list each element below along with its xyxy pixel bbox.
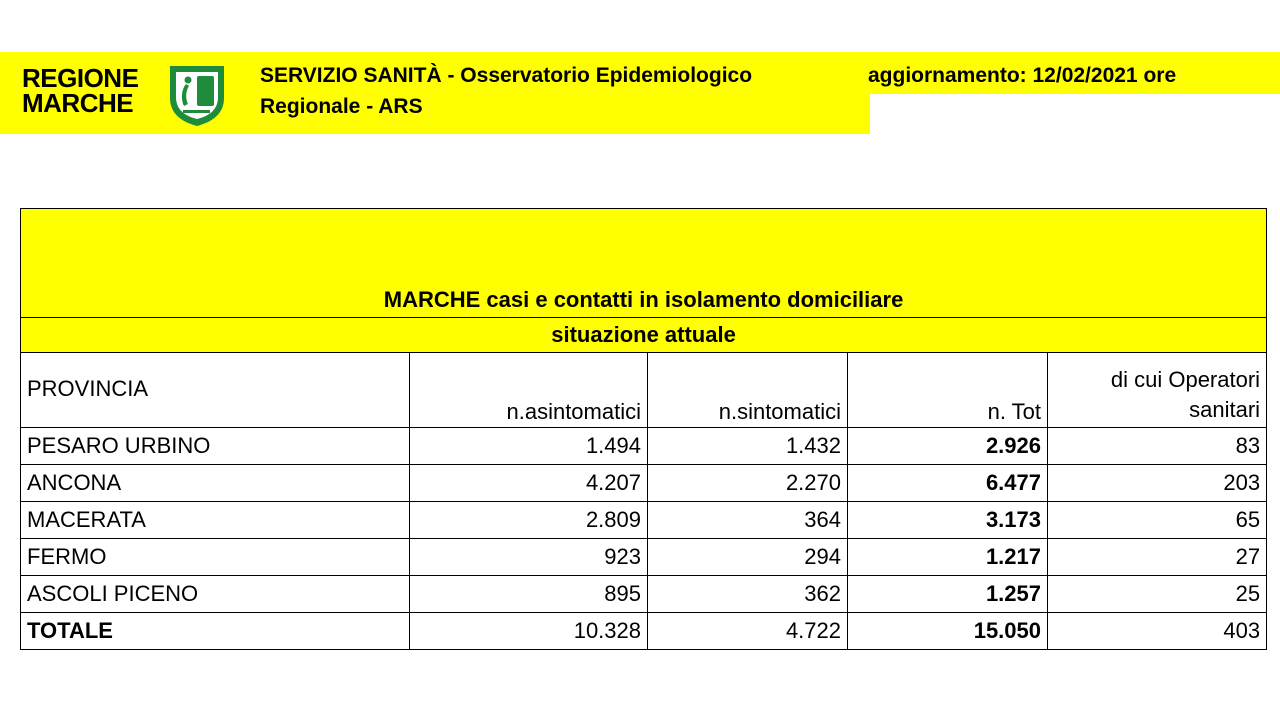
cell-tot: 1.217	[848, 539, 1048, 576]
cell-sintomatici: 1.432	[648, 428, 848, 465]
cell-provincia: PESARO URBINO	[21, 428, 410, 465]
table-subtitle-row	[21, 318, 1267, 353]
update-timestamp: aggiornamento: 12/02/2021 ore	[868, 64, 1177, 87]
cell-tot: 3.173	[848, 502, 1048, 539]
table-title: MARCHE casi e contatti in isolamento domiciliare	[21, 209, 1267, 318]
cell-asintomatici: 2.809	[410, 502, 648, 539]
cell-tot-total: 15.050	[848, 613, 1048, 650]
isolation-table-container	[20, 208, 1266, 650]
regional-emblem-icon	[166, 62, 228, 128]
cell-sintomatici: 364	[648, 502, 848, 539]
col-header-provincia: PROVINCIA	[21, 353, 410, 428]
cell-sintomatici: 294	[648, 539, 848, 576]
cell-asintomatici: 4.207	[410, 465, 648, 502]
table-subtitle: situazione attuale	[21, 318, 1267, 353]
cell-tot: 6.477	[848, 465, 1048, 502]
logo-text	[22, 63, 139, 118]
col-header-operatori	[1048, 353, 1267, 428]
cell-tot: 1.257	[848, 576, 1048, 613]
col-header-operatori-line1: di cui Operatori	[1110, 367, 1261, 392]
table-header-row	[21, 353, 1267, 428]
table-total-row	[21, 613, 1267, 650]
cell-provincia-total: TOTALE	[21, 613, 410, 650]
cell-sintomatici-total: 4.722	[648, 613, 848, 650]
table-title-row	[21, 209, 1267, 318]
table-row	[21, 539, 1267, 576]
regione-marche-logo	[22, 60, 232, 132]
isolation-table	[20, 208, 1267, 650]
service-title	[260, 60, 860, 122]
service-title-line1: SERVIZIO SANITÀ - Osservatorio Epidemiologico	[260, 64, 753, 87]
col-header-sintomatici: n.sintomatici	[648, 353, 848, 428]
col-header-asintomatici: n.asintomatici	[410, 353, 648, 428]
cell-provincia: MACERATA	[21, 502, 410, 539]
service-title-line2: Regionale - ARS	[260, 95, 423, 118]
cell-asintomatici: 1.494	[410, 428, 648, 465]
table-row	[21, 465, 1267, 502]
table-row	[21, 576, 1267, 613]
col-header-operatori-line2: sanitari	[1189, 397, 1261, 422]
table-row	[21, 502, 1267, 539]
cell-operatori: 65	[1048, 502, 1267, 539]
cell-operatori: 83	[1048, 428, 1267, 465]
col-header-tot: n. Tot	[848, 353, 1048, 428]
cell-operatori: 25	[1048, 576, 1267, 613]
cell-sintomatici: 2.270	[648, 465, 848, 502]
cell-provincia: ANCONA	[21, 465, 410, 502]
cell-operatori-total: 403	[1048, 613, 1267, 650]
cell-sintomatici: 362	[648, 576, 848, 613]
table-row	[21, 428, 1267, 465]
cell-provincia: ASCOLI PICENO	[21, 576, 410, 613]
cell-operatori: 27	[1048, 539, 1267, 576]
logo-text-line1: REGIONE	[22, 63, 139, 93]
cell-asintomatici: 895	[410, 576, 648, 613]
cell-operatori: 203	[1048, 465, 1267, 502]
cell-provincia: FERMO	[21, 539, 410, 576]
cell-asintomatici: 923	[410, 539, 648, 576]
cell-tot: 2.926	[848, 428, 1048, 465]
cell-asintomatici-total: 10.328	[410, 613, 648, 650]
logo-text-line2: MARCHE	[22, 88, 134, 118]
